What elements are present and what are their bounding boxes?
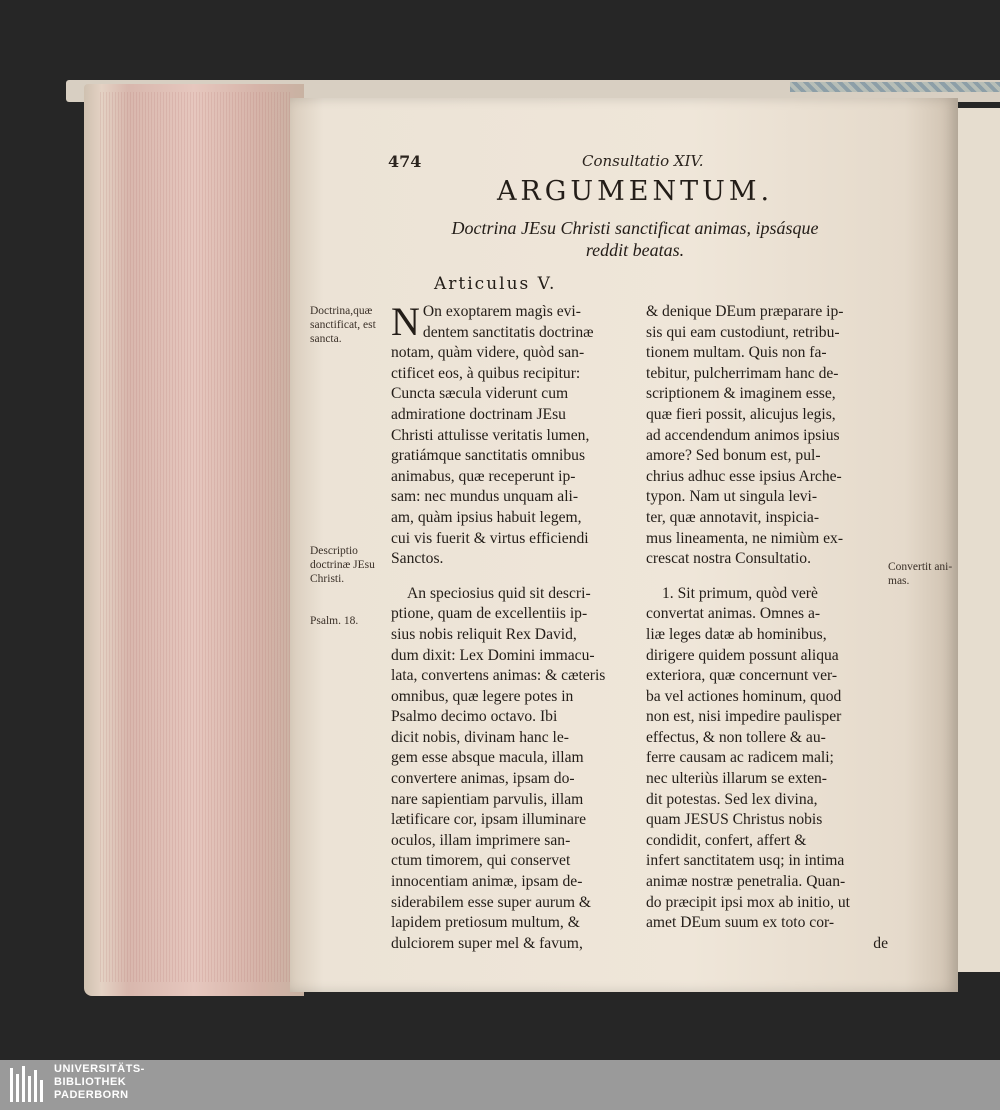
margin-note-line: Convertit ani- (888, 561, 953, 573)
text-line: sius nobis reliquit Rex David, (391, 625, 577, 643)
text-line: nare sapientiam parvulis, illam (391, 790, 584, 808)
text-line: crescat nostra Consultatio. (646, 550, 811, 568)
text-line: am, quàm ipsius habuit legem, (391, 508, 582, 526)
right-text-column (646, 302, 888, 954)
text-line: lapidem pretiosum multum, & (391, 914, 580, 932)
text-line: lata, convertens animas: & cæteris (391, 667, 606, 685)
library-name-line: UNIVERSITÄTS- (54, 1063, 145, 1075)
text-line: ferre causam ac radicem mali; (646, 749, 834, 767)
margin-note-convertit (888, 560, 952, 588)
library-name (54, 1063, 145, 1102)
text-line: infert sanctitatem usq; in intima (646, 852, 845, 870)
text-line: lætificare cor, ipsam illuminare (391, 811, 587, 829)
text-line: dum dixit: Lex Domini immacu- (391, 646, 595, 664)
text-line: oculos, illam imprimere san- (391, 831, 571, 849)
margin-note-doctrina (310, 304, 376, 346)
text-line: chrius adhuc esse ipsius Arche- (646, 467, 842, 485)
text-line: & denique DEum præparare ip- (646, 303, 844, 320)
text-line: tionem multam. Quis non fa- (646, 344, 827, 362)
argument-title: ARGUMENTUM. (496, 176, 774, 207)
text-line: dulciorem super mel & favum, (391, 934, 583, 952)
text-line: ad accendendum animos ipsius (646, 426, 840, 444)
argument-subtitle-line1: Doctrina JEsu Christi sanctificat animas, ipsásque (451, 218, 819, 238)
margin-note-line: Descriptio (310, 545, 358, 557)
running-head: Consultatio XIV. (582, 152, 704, 170)
margin-note-psalm: Psalm. 18. (310, 615, 359, 627)
text-line: amet DEum suum ex toto cor- (646, 914, 835, 932)
text-line: Cuncta sæcula viderunt cum (391, 385, 569, 403)
text-line: 1. Sit primum, quòd verè (662, 584, 818, 602)
text-line: quæ fieri possit, alicujus legis, (646, 405, 836, 423)
margin-note-line: sanctificat, est (310, 319, 376, 331)
page-block-lines (100, 92, 290, 982)
argument-subtitle-line2: reddit beatas. (585, 240, 685, 260)
library-footer-bar (0, 1060, 1000, 1110)
text-line: gratiámque sanctitatis omnibus (391, 447, 586, 465)
text-line: mus lineamenta, ne nimiùm ex- (646, 529, 844, 547)
text-line: ba vel actiones hominum, quod (646, 687, 842, 705)
text-line: An speciosius quid sit descri- (407, 584, 591, 602)
margin-note-line: Doctrina,quæ (310, 305, 373, 317)
page-number: 474 (388, 152, 422, 171)
text-line: On exoptarem magìs evi- (422, 303, 581, 320)
drop-cap: N (391, 299, 420, 344)
text-line: scriptionem & imaginem esse, (646, 385, 836, 403)
margin-note-line: sancta. (310, 333, 342, 345)
text-line: dicit nobis, divinam hanc le- (391, 728, 569, 746)
text-line: Sanctos. (391, 550, 444, 568)
text-line: effectus, & non tollere & au- (646, 728, 826, 746)
text-line: innocentiam animæ, ipsam de- (391, 873, 583, 891)
text-line: Psalmo decimo octavo. Ibi (391, 708, 558, 726)
margin-note-line: doctrinæ JEsu (310, 559, 375, 571)
text-line: admiratione doctrinam JEsu (391, 405, 566, 423)
text-line: dit potestas. Sed lex divina, (646, 790, 818, 808)
text-line: ter, quæ annotavit, inspicia- (646, 508, 820, 526)
paragraph-gap (646, 570, 888, 584)
text-line: Christi attulisse veritatis lumen, (391, 426, 590, 444)
paragraph-gap (391, 570, 629, 584)
text-line: animæ nostræ penetralia. Quan- (646, 873, 846, 891)
text-line: convertere animas, ipsam do- (391, 770, 575, 788)
text-line: ctum timorem, qui conservet (391, 852, 571, 870)
text-line: siderabilem esse super aurum & (391, 893, 592, 911)
margin-note-line: Christi. (310, 573, 345, 585)
library-logo-icon (8, 1064, 46, 1106)
text-line: condidit, confert, affert & (646, 831, 807, 849)
text-line: tebitur, pulcherrimam hanc de- (646, 364, 839, 382)
text-line: ptione, quam de excellentiis ip- (391, 605, 588, 623)
text-line: dentem sanctitatis doctrinæ (422, 323, 594, 341)
margin-note-descriptio (310, 544, 375, 586)
left-text-column (391, 299, 629, 954)
text-line: liæ leges datæ ab hominibus, (646, 625, 827, 643)
text-line: sis qui eam custodiunt, retribu- (646, 323, 840, 341)
text-line: sam: nec mundus unquam ali- (391, 488, 579, 506)
library-name-line: PADERBORN (54, 1089, 129, 1101)
text-line: non est, nisi impedire paulisper (646, 708, 842, 726)
text-line: omnibus, quæ legere potes in (391, 687, 574, 705)
text-line: amore? Sed bonum est, pul- (646, 447, 821, 465)
text-line: gem esse absque macula, illam (391, 749, 584, 767)
text-line: nec ulteriùs illarum se exten- (646, 770, 827, 788)
library-name-line: BIBLIOTHEK (54, 1076, 127, 1088)
text-line: dirigere quidem possunt aliqua (646, 646, 839, 664)
margin-note-line: mas. (888, 575, 910, 587)
text-line: convertat animas. Omnes a- (646, 605, 821, 623)
text-line: typon. Nam ut singula levi- (646, 488, 818, 506)
text-line: exteriora, quæ concernunt ver- (646, 667, 838, 685)
text-line: animabus, quæ receperunt ip- (391, 467, 576, 485)
catchword: de (873, 934, 888, 952)
article-heading: Articulus V. (434, 274, 557, 294)
text-line: cui vis fuerit & virtus efficiendi (391, 529, 589, 547)
text-line: quam JESUS Christus nobis (646, 811, 823, 829)
bookmark-ribbon (790, 82, 1000, 92)
text-line: do præcipit ipsi mox ab initio, ut (646, 893, 851, 911)
text-line: ctificet eos, à quibus recipitur: (391, 364, 581, 382)
text-line: notam, quàm videre, quòd san- (391, 344, 585, 362)
